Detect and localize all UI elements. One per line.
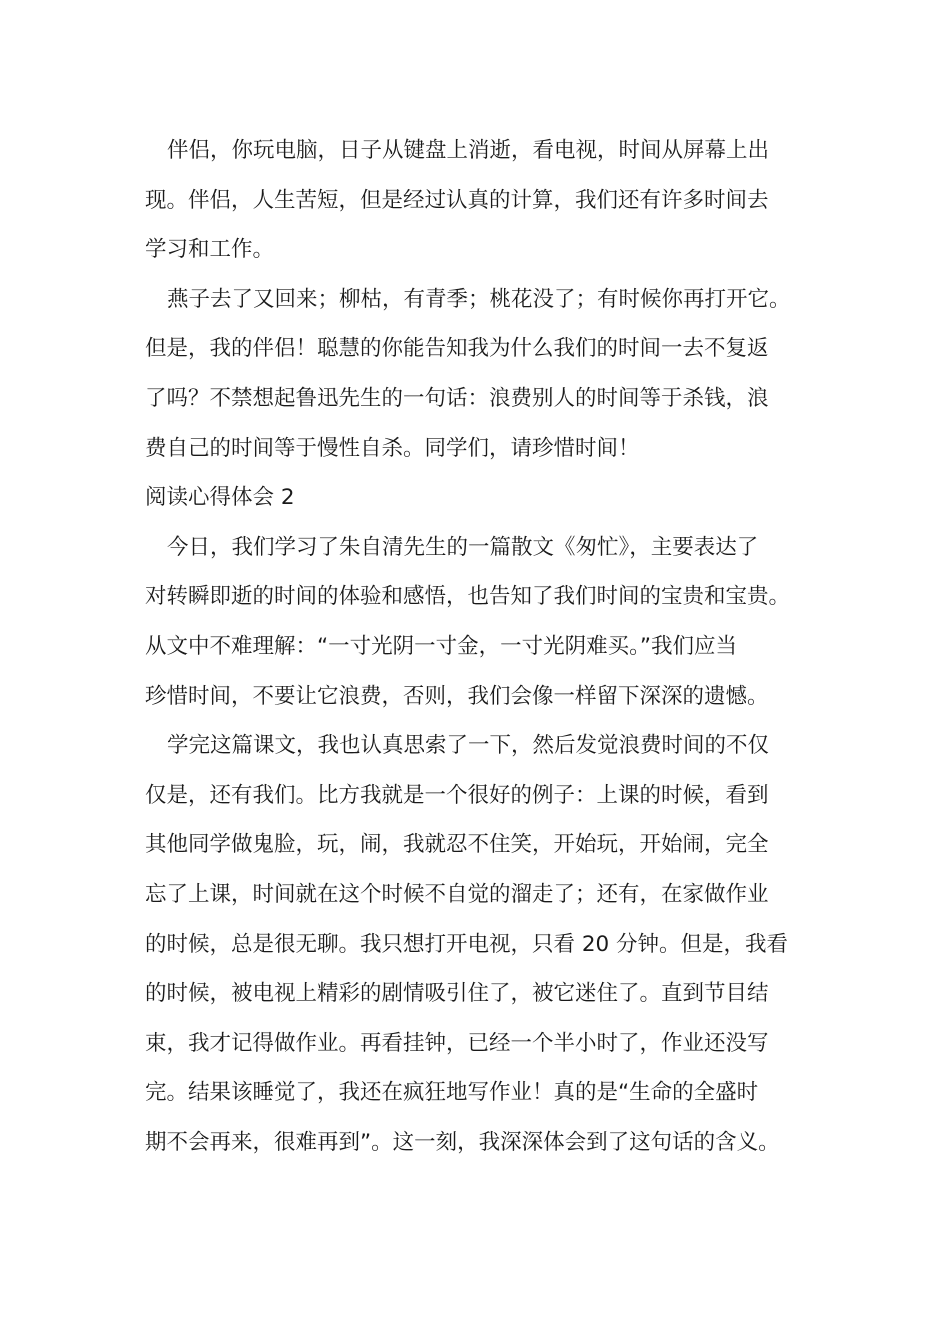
text-line: 伴侣，你玩电脑，日子从键盘上消逝，看电视，时间从屏幕上出: [167, 138, 770, 163]
text-line: 燕子去了又回来；柳枯，有青季；桃花没了；有时候你再打开它。: [167, 286, 791, 312]
text-line: 学习和工作。: [145, 237, 275, 263]
text-line: 珍惜时间，不要让它浪费，否则，我们会像一样留下深深的遗憾。: [145, 683, 769, 709]
text-line: 期不会再来，很难再到”。这一刻，我深深体会到了这句话的含义。: [145, 1129, 780, 1155]
section-heading: [145, 473, 825, 523]
paragraph: [145, 126, 825, 275]
text-line: 的时候，总是很无聊。我只想打开电视，只看 20 分钟。但是，我看: [145, 931, 789, 957]
document-body: [145, 126, 825, 1167]
paragraph: [145, 523, 825, 721]
heading-text: 阅读心得体会 2: [145, 485, 295, 511]
text-line: 其他同学做鬼脸，玩，闹，我就忍不住笑，开始玩，开始闹，完全: [145, 832, 769, 858]
text-line: 今日，我们学习了朱自清先生的一篇散文《匆忙》，主要表达了: [167, 534, 759, 560]
text-line: 学完这篇课文，我也认真思索了一下，然后发觉浪费时间的不仅: [167, 733, 770, 759]
text-line: 完。结果该睡觉了，我还在疯狂地写作业！真的是“生命的全盛时: [145, 1080, 759, 1106]
text-line: 的时候，被电视上精彩的剧情吸引住了，被它迷住了。直到节目结: [145, 981, 769, 1007]
text-line: 但是，我的伴侣！聪慧的你能告知我为什么我们的时间一去不复返: [145, 336, 769, 362]
text-line: 费自己的时间等于慢性自杀。同学们，请珍惜时间！: [145, 435, 640, 461]
text-line: 忘了上课，时间就在这个时候不自觉的溜走了；还有，在家做作业: [145, 881, 769, 907]
text-line: 从文中不难理解：“一寸光阴一寸金，一寸光阴难买。”我们应当: [145, 633, 738, 659]
text-line: 了吗？不禁想起鲁迅先生的一句话：浪费别人的时间等于杀钱，浪: [145, 385, 769, 411]
paragraph: [145, 275, 825, 473]
paragraph: [145, 721, 825, 1167]
text-line: 仅是，还有我们。比方我就是一个很好的例子：上课的时候，看到: [145, 782, 769, 808]
text-line: 束，我才记得做作业。再看挂钟，已经一个半小时了，作业还没写: [145, 1030, 769, 1056]
text-line: 对转瞬即逝的时间的体验和感悟，也告知了我们时间的宝贵和宝贵。: [145, 584, 791, 610]
text-line: 现。伴侣，人生苦短，但是经过认真的计算，我们还有许多时间去: [145, 187, 769, 213]
